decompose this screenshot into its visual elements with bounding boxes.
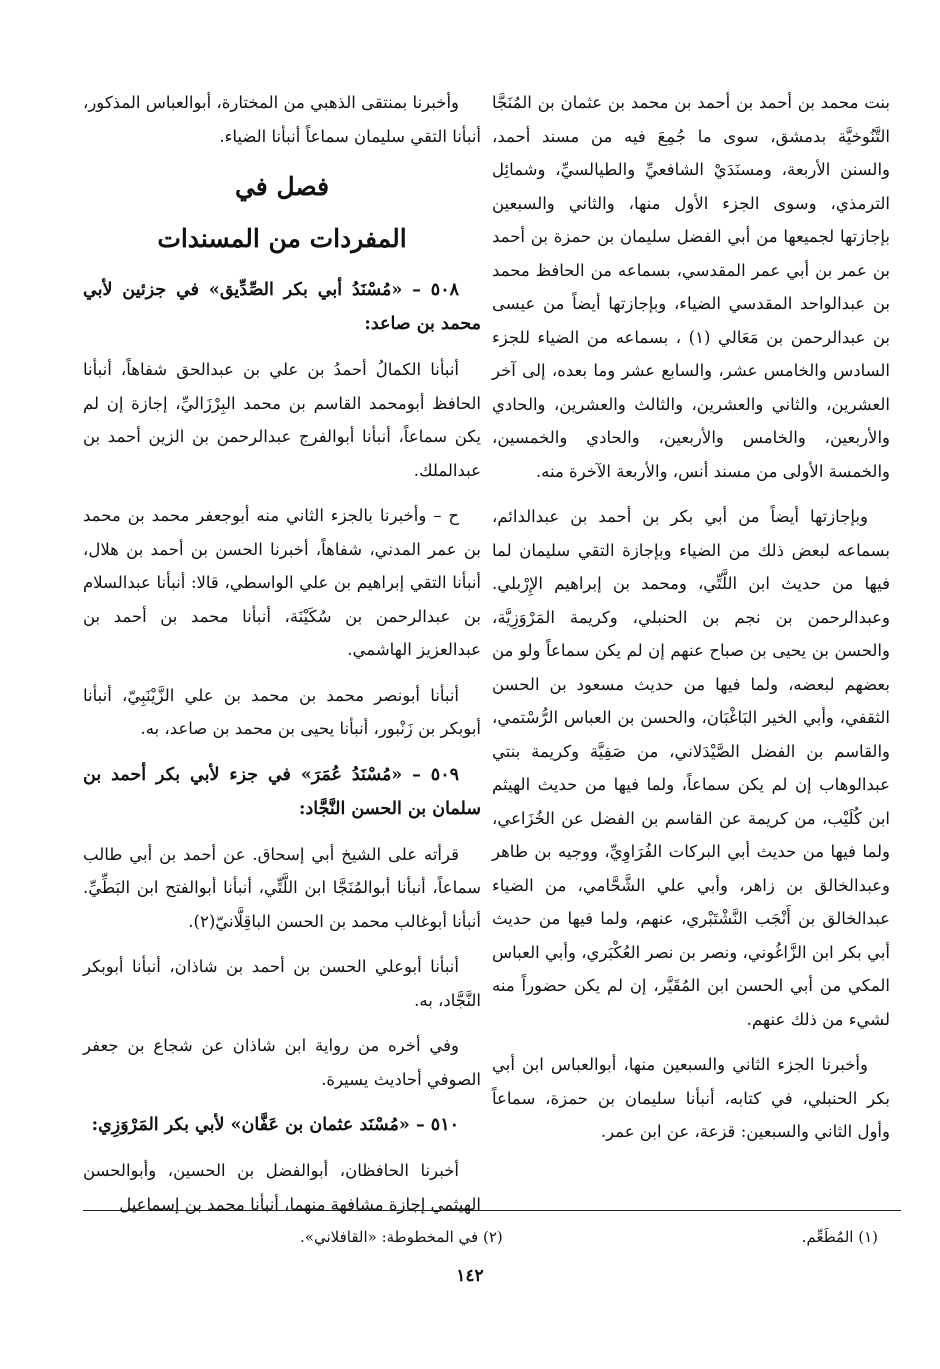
section-title-line-2: المفردات من المسندات: [157, 224, 407, 253]
right-column: [492, 86, 890, 1161]
left-column: [83, 86, 481, 1233]
entry-509-paragraph-1: قرأته على الشيخ أبي إسحاق. عن أحمد بن أبي طالب سماعاً، أنبأنا أبوالمُنَجَّا ابن اللَّتِّي، أنبأنا أبوالفتح ابن البَطِّيِّ. أنبأنا أبوغالب محمد بن الحسن الباقِلَّانيّ(٢).: [83, 844, 481, 931]
entry-510-paragraph-1: أخبرنا الحافظان، أبوالفضل بن الحسين، وأبوالحسن الهيثمي إجازة مشافهة منهما، أنبأنا محمد بن إسماعيل: [83, 1161, 481, 1214]
entry-509-paragraph-3: وفي أخره من رواية ابن شاذان عن شجاع بن جعفر الصوفي أحاديث يسيرة.: [83, 1036, 481, 1089]
entry-508-paragraph-2: ح – وأخبرنا بالجزء الثاني منه أبوجعفر محمد بن محمد بن عمر المدني، شفاهاً، أخبرنا الحسن بن أحمد بن هلال، أنبأنا التقي إبراهيم بن علي الواسطي، قالا: أنبأنا عبدالسلام بن عبدالرحمن بن سُكَيْنَة، أنبأنا محمد بن أحمد بن عبدالعزيز الهاشمي.: [83, 506, 481, 659]
footnote-2: (٢) في المخطوطة: «القافلاني».: [300, 1228, 503, 1246]
footnote-divider: [83, 1210, 901, 1211]
right-paragraph-2: وبإجازتها أيضاً من أبي بكر بن أحمد بن عبدالدائم، بسماعه لبعض ذلك من الضياء وبإجازة التقي سليمان لما فيها من حديث ابن اللَّتِّي، ومحمد بن إبراهيم الإِرْبلي. وعبدالرحمن بن نجم بن الحنبلي، وكريمة المَرْوَزِيَّة، والحسن بن يحيى بن صباح عنهم إن لم يكن سماعاً ولو من بعضهم لبعضه، ولما فيها من حديث مسعود بن الحسن الثقفي، وأبي الخير البَاغْبَان، والحسن بن العباس الرُّسْتمي، والقاسم بن الفضل الصَّيْدَلاني، من صَفِيَّة وكريمة بنتي عبدالوهاب إن لم يكن سماعاً، ولما فيها من حديث الهيثم ابن كُلَيْب، من كريمة عن القاسم بن الفضل عن الخُزَاعي، ولما فيها من حديث أبي البركات الفُرَاوِيِّ، ووجيه بن طاهر وعبدالخالق بن زاهر، وأبي علي الشَّحَّامي، من الضياء عبدالخالق بن أَنْجَب النَّشْتَبْري، عنهم، ولما فيها من حديث أبي بكر ابن الزَّاغُوني، ونصر بن نصر العُكْبَري، وأبي العباس المكي من أبي الحسن ابن المُقَيَّر، إن لم يكن حضوراً منه لشيء من ذلك عنهم.: [492, 507, 890, 1029]
entry-508-paragraph-3: أنبأنا أبونصر محمد بن محمد بن علي الزَّيْنَبِيّ، أنبأنا أبوبكر بن زَنْبور، أنبأنا يحيى بن محمد بن صاعد، به.: [83, 685, 481, 738]
entry-510-heading: ٥١٠ – «مُسْنَد عثمان بن عَفَّان» لأبي بكر المَرْوَزِي:: [91, 1115, 459, 1135]
entry-508-heading: ٥٠٨ – «مُسْنَدُ أبي بكر الصِّدِّيق» في جزئين لأبي محمد بن صاعد:: [83, 280, 481, 334]
entry-508-paragraph-1: أنبأنا الكمالُ أحمدُ بن علي بن عبدالحق شفاهاً، أنبأنا الحافظ أبومحمد القاسم بن محمد البِرْزَاليِّ، إجازة إن لم يكن سماعاً، أنبأنا أبوالفرج عبدالرحمن بن الزين أحمد بن عبدالملك.: [83, 360, 481, 480]
right-paragraph-1: بنت محمد بن أحمد بن أحمد بن محمد بن عثمان بن المُنَجَّا التَّنُوخيَّة بدمشق، سوى ما جُمِعَ فيه من مسند أحمد، والسنن الأربعة، ومسنَدَيْ الشافعيِّ والطيالسيِّ، وشمائِل الترمذي، وسوى الجزء الأول منها، والثاني والسبعين بإجازتها لجميعها من أبي الفضل سليمان بن حمزة بن أحمد بن عمر بن أبي عمر المقدسي، بسماعه من الحافظ محمد بن عبدالواحد المقدسي الضياء، وبإجازتها أيضاً من عيسى بن عبدالرحمن بن مَعَالي (١) ، بسماعه من الضياء للجزء السادس والخامس عشر، والسابع عشر وما بعده، إلى آخر العشرين، والثاني والعشرين، والثالث والعشرين، والحادي والأربعين، والخامس والأربعين، والحادي والخمسين، والخمسة الأولى من مسند أنس، والأربعة الآخرة منه.: [492, 93, 891, 481]
entry-509-heading: ٥٠٩ – «مُسْنَدُ عُمَرَ» في جزء لأبي بكر أحمد بن سلمان بن الحسن النَّجَّاد:: [83, 764, 481, 819]
entry-509-paragraph-2: أنبأنا أبوعلي الحسن بن أحمد بن شاذان، أنبأنا أبوبكر النَّجَّاد، به.: [83, 957, 481, 1010]
footnote-1: (١) المُطَعِّم.: [801, 1228, 878, 1246]
left-intro-paragraph: وأخبرنا بمنتقى الذهبي من المختارة، أبوالعباس المذكور، أنبأنا التقي سليمان سماعاً أنبأنا الضياء.: [83, 93, 481, 146]
right-paragraph-3: وأخبرنا الجزء الثاني والسبعين منها، أبوالعباس ابن أبي بكر الحنبلي، في كتابه، أنبأنا سليمان بن حمزة، سماعاً وأول الثاني والسبعين: قزعة، عن ابن عمر.: [492, 1055, 890, 1141]
section-title-line-1: فصل في: [234, 172, 330, 201]
page-number: ١٤٢: [456, 1266, 484, 1286]
